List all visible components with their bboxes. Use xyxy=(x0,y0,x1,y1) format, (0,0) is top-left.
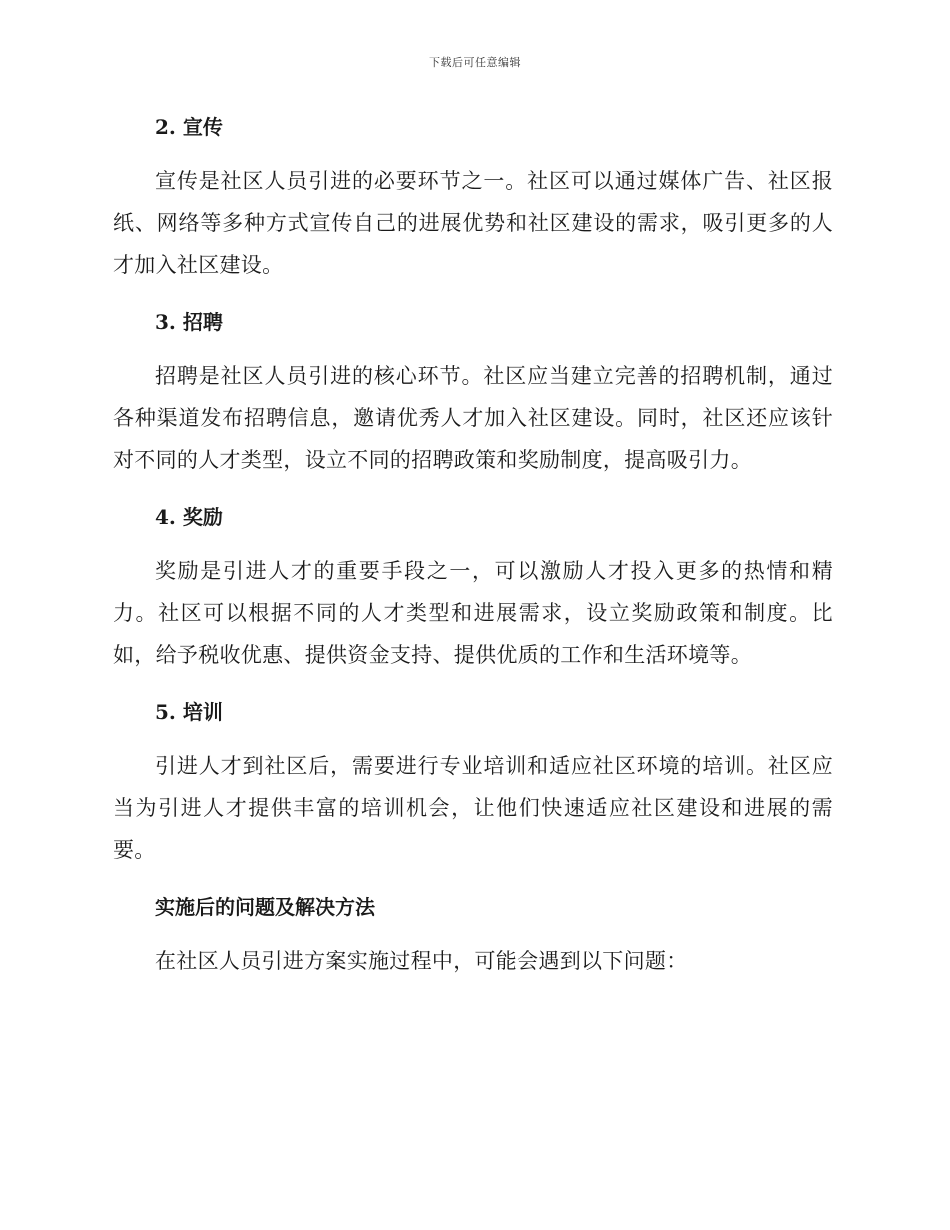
section-heading-rewards: 4. 奖励 xyxy=(155,505,223,529)
section-paragraph-publicity: 宣传是社区人员引进的必要环节之一。社区可以通过媒体广告、社区报纸、网络等多种方式宣传自己的进展优势和社区建设的需求，吸引更多的人才加入社区建设。 xyxy=(113,169,833,277)
section-heading-recruitment: 3. 招聘 xyxy=(155,310,223,334)
section-heading-publicity: 2. 宣传 xyxy=(155,115,223,139)
section-paragraph-recruitment: 招聘是社区人员引进的核心环节。社区应当建立完善的招聘机制，通过各种渠道发布招聘信息，邀请优秀人才加入社区建设。同时，社区还应该针对不同的人才类型，设立不同的招聘政策和奖励制度，提高吸引力。 xyxy=(113,364,833,472)
section-paragraph-training: 引进人才到社区后，需要进行专业培训和适应社区环境的培训。社区应当为引进人才提供丰富的培训机会，让他们快速适应社区建设和进展的需要。 xyxy=(113,754,833,862)
section-paragraph-problems-intro: 在社区人员引进方案实施过程中，可能会遇到以下问题： xyxy=(155,949,688,973)
section-heading-problems-solutions: 实施后的问题及解决方法 xyxy=(155,895,375,919)
document-body xyxy=(113,108,833,982)
page-header-note: 下载后可任意编辑 xyxy=(429,56,521,69)
section-paragraph-rewards: 奖励是引进人才的重要手段之一，可以激励人才投入更多的热情和精力。社区可以根据不同的人才类型和进展需求，设立奖励政策和制度。比如，给予税收优惠、提供资金支持、提供优质的工作和生活环境等。 xyxy=(113,559,833,667)
section-heading-training: 5. 培训 xyxy=(155,700,223,724)
